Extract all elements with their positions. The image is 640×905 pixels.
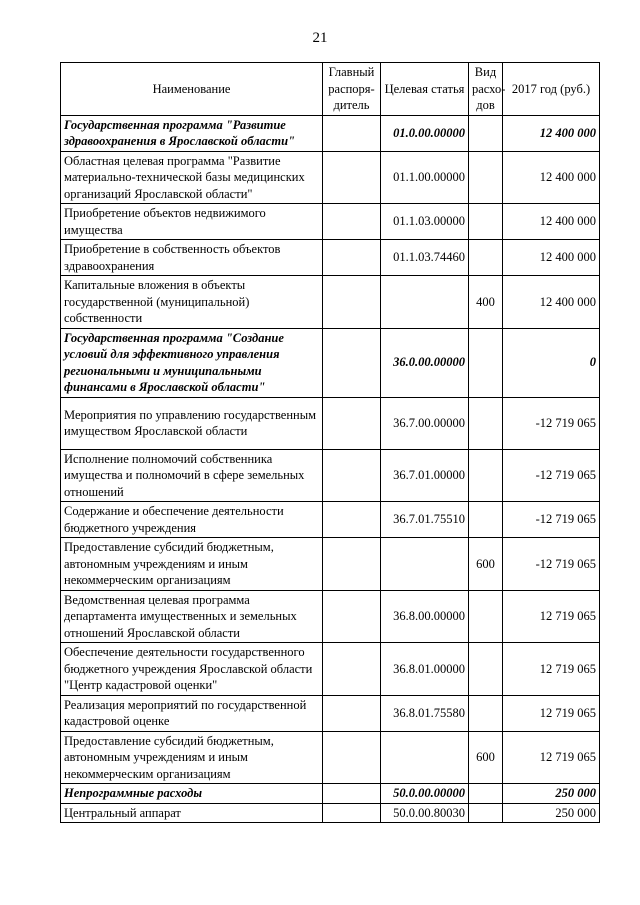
page-number: 21 [312, 30, 328, 46]
table-row [61, 590, 600, 643]
table-row [61, 538, 600, 591]
header-expense-type: Вид расхо- дов [469, 63, 503, 116]
row-amount: -12 719 065 [503, 538, 600, 591]
row-amount: 12 719 065 [503, 590, 600, 643]
row-main-manager [323, 590, 381, 643]
table-row [61, 502, 600, 538]
row-name: Центральный аппарат [61, 803, 323, 823]
row-name: Предоставление субсидий бюджетным, автономным учреждениям и иным некоммерческим организациям [61, 538, 323, 591]
row-amount: 12 400 000 [503, 240, 600, 276]
row-amount: 12 400 000 [503, 115, 600, 151]
row-main-manager [323, 276, 381, 329]
table-row [61, 695, 600, 731]
table-row [61, 803, 600, 823]
table-row [61, 643, 600, 696]
row-expense-type [469, 115, 503, 151]
row-name: Ведомственная целевая программа департамента имущественных и земельных отношений Ярославской области [61, 590, 323, 643]
row-target-article: 36.7.01.00000 [381, 449, 469, 502]
row-main-manager [323, 328, 381, 397]
row-target-article: 50.0.00.00000 [381, 784, 469, 804]
row-expense-type [469, 397, 503, 449]
row-expense-type [469, 643, 503, 696]
row-target-article: 36.8.01.75580 [381, 695, 469, 731]
row-main-manager [323, 643, 381, 696]
row-name: Приобретение объектов недвижимого имущества [61, 204, 323, 240]
row-target-article [381, 731, 469, 784]
row-expense-type [469, 590, 503, 643]
row-name: Реализация мероприятий по государственной кадастровой оценке [61, 695, 323, 731]
row-main-manager [323, 151, 381, 204]
row-main-manager [323, 115, 381, 151]
row-name: Исполнение полномочий собственника имущества и полномочий в сфере земельных отношений [61, 449, 323, 502]
table-row [61, 328, 600, 397]
row-expense-type [469, 803, 503, 823]
row-amount: 12 719 065 [503, 643, 600, 696]
row-expense-type [469, 449, 503, 502]
table-row [61, 449, 600, 502]
row-name: Мероприятия по управлению государственным имуществом Ярославской области [61, 397, 323, 449]
row-main-manager [323, 695, 381, 731]
table-row [61, 115, 600, 151]
row-amount: 12 719 065 [503, 731, 600, 784]
row-amount: 250 000 [503, 803, 600, 823]
row-expense-type: 400 [469, 276, 503, 329]
table-row [61, 240, 600, 276]
row-name: Предоставление субсидий бюджетным, автономным учреждениям и иным некоммерческим организациям [61, 731, 323, 784]
row-amount: 12 400 000 [503, 276, 600, 329]
row-target-article [381, 538, 469, 591]
row-name: Непрограммные расходы [61, 784, 323, 804]
table-row [61, 731, 600, 784]
row-target-article: 36.7.00.00000 [381, 397, 469, 449]
row-amount: 0 [503, 328, 600, 397]
row-target-article: 36.0.00.00000 [381, 328, 469, 397]
row-target-article: 01.1.03.74460 [381, 240, 469, 276]
row-main-manager [323, 240, 381, 276]
row-expense-type: 600 [469, 538, 503, 591]
row-amount: 250 000 [503, 784, 600, 804]
row-name: Обеспечение деятельности государственного бюджетного учреждения Ярославской области "Центр кадастровой оценки" [61, 643, 323, 696]
row-main-manager [323, 538, 381, 591]
row-amount: 12 719 065 [503, 695, 600, 731]
row-expense-type [469, 784, 503, 804]
table-row [61, 276, 600, 329]
row-target-article: 36.8.00.00000 [381, 590, 469, 643]
row-target-article: 01.0.00.00000 [381, 115, 469, 151]
row-target-article: 36.7.01.75510 [381, 502, 469, 538]
header-target-article: Целевая статья [381, 63, 469, 116]
row-name: Государственная программа "Развитие здравоохранения в Ярославской области" [61, 115, 323, 151]
row-main-manager [323, 397, 381, 449]
row-main-manager [323, 449, 381, 502]
row-main-manager [323, 784, 381, 804]
row-expense-type [469, 328, 503, 397]
row-target-article: 50.0.00.80030 [381, 803, 469, 823]
row-name: Капитальные вложения в объекты государственной (муниципальной) собственности [61, 276, 323, 329]
header-name: Наименование [61, 63, 323, 116]
table-row [61, 397, 600, 449]
row-name: Приобретение в собственность объектов здравоохранения [61, 240, 323, 276]
row-expense-type [469, 151, 503, 204]
row-target-article: 36.8.01.00000 [381, 643, 469, 696]
row-main-manager [323, 731, 381, 784]
row-amount: 12 400 000 [503, 204, 600, 240]
row-amount: -12 719 065 [503, 397, 600, 449]
row-main-manager [323, 502, 381, 538]
row-target-article [381, 276, 469, 329]
row-main-manager [323, 204, 381, 240]
row-expense-type [469, 240, 503, 276]
header-year-2017: 2017 год (руб.) [503, 63, 600, 116]
budget-table [60, 62, 600, 823]
row-expense-type [469, 502, 503, 538]
row-main-manager [323, 803, 381, 823]
row-target-article: 01.1.00.00000 [381, 151, 469, 204]
table-row [61, 204, 600, 240]
row-amount: 12 400 000 [503, 151, 600, 204]
row-name: Содержание и обеспечение деятельности бюджетного учреждения [61, 502, 323, 538]
row-expense-type: 600 [469, 731, 503, 784]
row-amount: -12 719 065 [503, 502, 600, 538]
header-main-manager: Главный распоря- дитель [323, 63, 381, 116]
row-amount: -12 719 065 [503, 449, 600, 502]
table-row [61, 784, 600, 804]
row-name: Областная целевая программа "Развитие материально-технической базы медицинских организаций Ярославской области" [61, 151, 323, 204]
row-target-article: 01.1.03.00000 [381, 204, 469, 240]
row-name: Государственная программа "Создание условий для эффективного управления региональными и муниципальными финансами в Ярославской области" [61, 328, 323, 397]
table-body [61, 115, 600, 823]
row-expense-type [469, 695, 503, 731]
table-header-row [61, 63, 600, 116]
row-expense-type [469, 204, 503, 240]
table-row [61, 151, 600, 204]
